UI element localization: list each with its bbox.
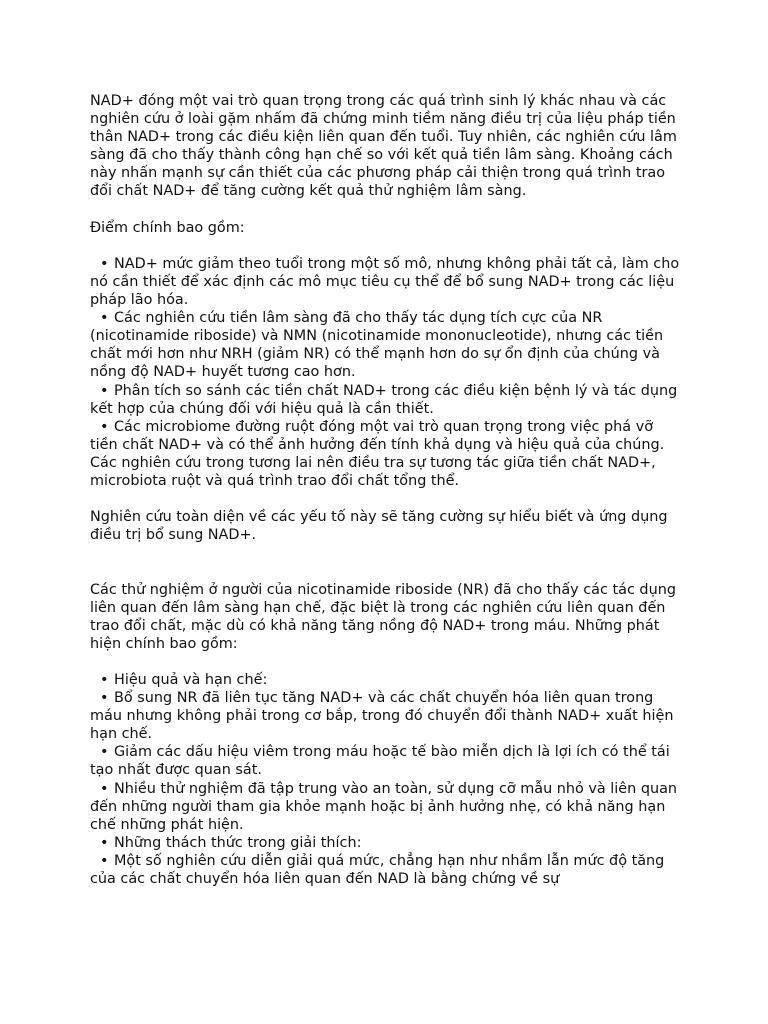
list-item (90, 418, 680, 490)
list-item (90, 852, 680, 888)
spacer (90, 201, 680, 219)
bullet-icon: • (100, 255, 109, 272)
bullet-icon: • (100, 834, 109, 851)
spacer (90, 653, 680, 671)
findings-list (90, 671, 680, 888)
key-points-heading: Điểm chính bao gồm: (90, 219, 245, 236)
list-item-text: Các microbiome đường ruột đóng một vai trò quan trọng trong việc phá vỡ tiền chất NAD+ và có thể ảnh hưởng đến tính khả dụng và hiệu quả của chúng. Các nghiên cứu trong tương lai nên điều tra sự tương tác giữa tiền chất NAD+, microbiota ruột và quá trình trao đổi chất tổng thể. (90, 418, 665, 489)
list-item (90, 255, 680, 309)
bullet-icon: • (100, 672, 109, 688)
list-item (90, 743, 680, 779)
list-item-text: Hiệu quả và hạn chế: (114, 672, 268, 688)
bullet-icon: • (100, 852, 109, 869)
key-points-list (90, 255, 680, 490)
bullet-icon: • (100, 418, 109, 435)
list-item (90, 382, 680, 418)
spacer (90, 544, 680, 580)
list-item (90, 780, 680, 834)
bullet-icon: • (100, 310, 109, 327)
list-item-text: NAD+ mức giảm theo tuổi trong một số mô, nhưng không phải tất cả, làm cho nó cần thiết để xác định các mô mục tiêu cụ thể để bổ sung NAD+ trong các liệu pháp lão hóa. (90, 255, 680, 309)
spacer (90, 237, 680, 255)
list-item (90, 309, 680, 381)
spacer (90, 490, 680, 508)
bullet-icon: • (100, 382, 109, 399)
bullet-icon: • (100, 780, 109, 797)
list-item-text: Nhiều thử nghiệm đã tập trung vào an toàn, sử dụng cỡ mẫu nhỏ và liên quan đến những người tham gia khỏe mạnh hoặc bị ảnh hưởng nhẹ, có khả năng hạn chế những phát hiện. (90, 780, 678, 833)
list-item-text: Những thách thức trong giải thích: (114, 834, 362, 851)
list-item (90, 834, 680, 852)
list-item-text: Giảm các dấu hiệu viêm trong máu hoặc tế bào miễn dịch là lợi ích có thể tái tạo nhất được quan sát. (90, 744, 670, 779)
list-item-text: Phân tích so sánh các tiền chất NAD+ trong các điều kiện bệnh lý và tác dụng kết hợp của chúng đối với hiệu quả là cần thiết. (90, 382, 678, 417)
intro-paragraph: NAD+ đóng một vai trò quan trọng trong các quá trình sinh lý khác nhau và các nghiên cứu ở loài gặm nhấm đã chứng minh tiềm năng điều trị của liệu pháp tiền thân NAD+ trong các điều kiện liên quan đến tuổi. Tuy nhiên, các nghiên cứu lâm sàng đã cho thấy thành công hạn chế so với kết quả tiền lâm sàng. Khoảng cách này nhấn mạnh sự cần thiết của các phương pháp cải thiện trong quá trình trao đổi chất NAD+ để tăng cường kết quả thử nghiệm lâm sàng. (90, 93, 682, 200)
document-page (90, 92, 680, 888)
summary-paragraph: Nghiên cứu toàn diện về các yếu tố này sẽ tăng cường sự hiểu biết và ứng dụng điều trị bổ sung NAD+. (90, 509, 673, 544)
list-item-text: Các nghiên cứu tiền lâm sàng đã cho thấy tác dụng tích cực của NR (nicotinamide riboside) và NMN (nicotinamide mononucleotide), nhưng các tiền chất mới hơn như NRH (giảm NR) có thể mạnh hơn do sự ổn định của chúng và nồng độ NAD+ huyết tương cao hơn. (90, 310, 664, 381)
list-item (90, 671, 680, 689)
list-item (90, 689, 680, 743)
bullet-icon: • (100, 744, 109, 761)
list-item-text: Bổ sung NR đã liên tục tăng NAD+ và các chất chuyển hóa liên quan trong máu nhưng không phải trong cơ bắp, trong đó chuyển đổi thành NAD+ xuất hiện hạn chế. (90, 690, 674, 743)
list-item-text: Một số nghiên cứu diễn giải quá mức, chẳng hạn như nhầm lẫn mức độ tăng của các chất chuyển hóa liên quan đến NAD là bằng chứng về sự (90, 852, 665, 888)
bullet-icon: • (100, 690, 109, 707)
trials-paragraph: Các thử nghiệm ở người của nicotinamide riboside (NR) đã cho thấy các tác dụng liên quan đến lâm sàng hạn chế, đặc biệt là trong các nghiên cứu liên quan đến trao đổi chất, mặc dù có khả năng tăng nồng độ NAD+ trong máu. Những phát hiện chính bao gồm: (90, 581, 681, 652)
